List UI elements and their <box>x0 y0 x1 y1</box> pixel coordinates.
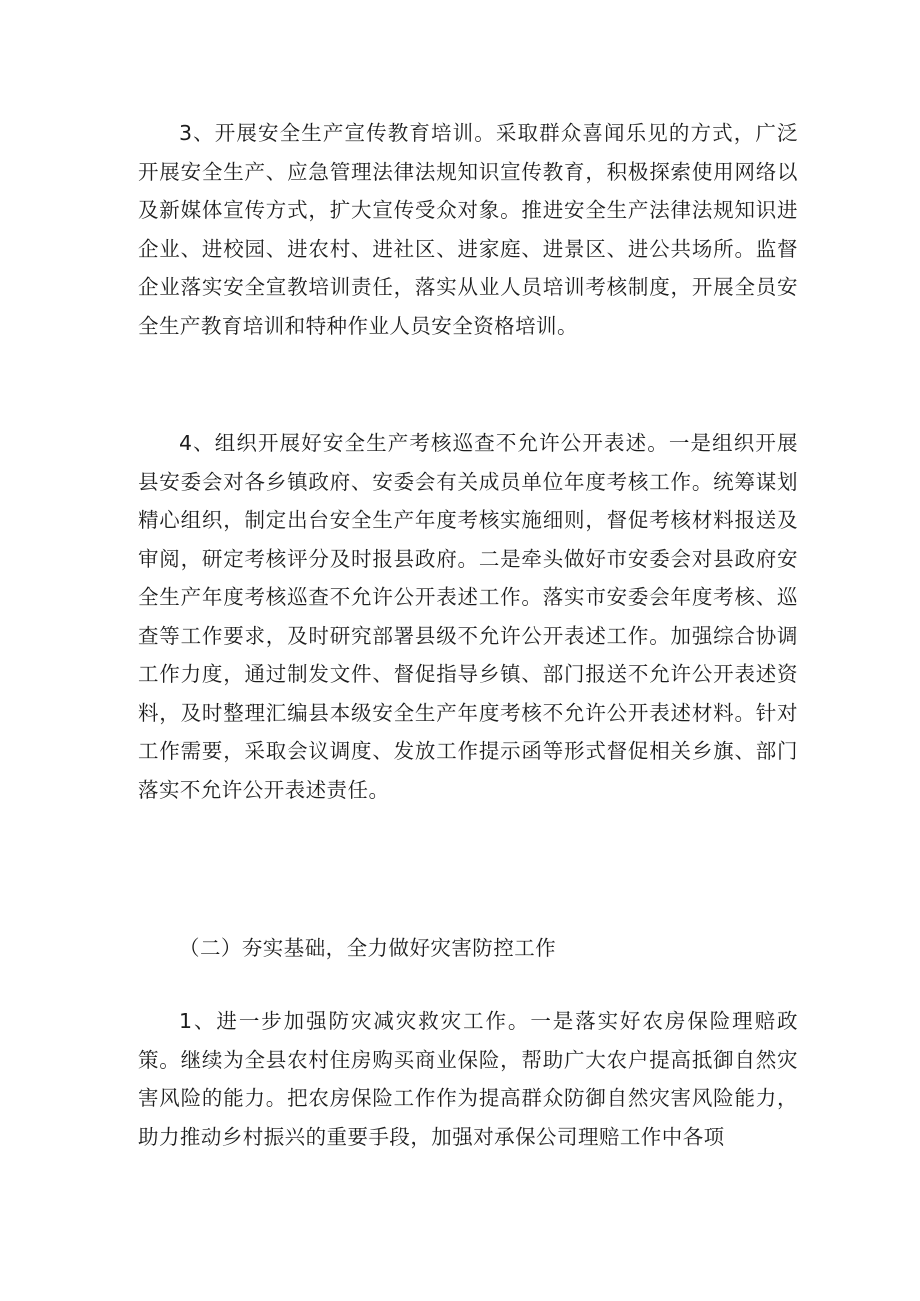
section-heading: （二）夯实基础，全力做好灾害防控工作 <box>179 936 557 960</box>
paragraph-disaster-prevention: 1、进一步加强防灾减灾救灾工作。一是落实好农房保险理赔政策。继续为全县农村住房购买商业保险，帮助广大农户提高抵御自然灾害风险的能力。把农房保险工作作为提高群众防御自然灾害风险能力，助力推动乡村振兴的重要手段，加强对承保公司理赔工作中各项 <box>138 1009 798 1149</box>
paragraph-assessment-inspection: 4、组织开展好安全生产考核巡查不允许公开表述。一是组织开展县安委会对各乡镇政府、安委会有关成员单位年度考核工作。统筹谋划精心组织，制定出台安全生产年度考核实施细则，督促考核材料报送及审阅，研定考核评分及时报县政府。二是牵头做好市安委会对县政府安全生产年度考核巡查不允许公开表述工作。落实市安委会年度考核、巡查等工作要求，及时研究部署县级不允许公开表述工作。加强综合协调工作力度，通过制发文件、督促指导乡镇、部门报送不允许公开表述资料，及时整理汇编县本级安全生产年度考核不允许公开表述材料。针对工作需要，采取会议调度、发放工作提示函等形式督促相关乡旗、部门落实不允许公开表述责任。 <box>138 431 798 802</box>
paragraph-publicity-training: 3、开展安全生产宣传教育培训。采取群众喜闻乐见的方式，广泛开展安全生产、应急管理法律法规知识宣传教育，积极探索使用网络以及新媒体宣传方式，扩大宣传受众对象。推进安全生产法律法规知识进企业、进校园、进农村、进社区、进家庭、进景区、进公共场所。监督企业落实安全宣教培训责任，落实从业人员培训考核制度，开展全员安全生产教育培训和特种作业人员安全资格培训。 <box>138 121 798 338</box>
